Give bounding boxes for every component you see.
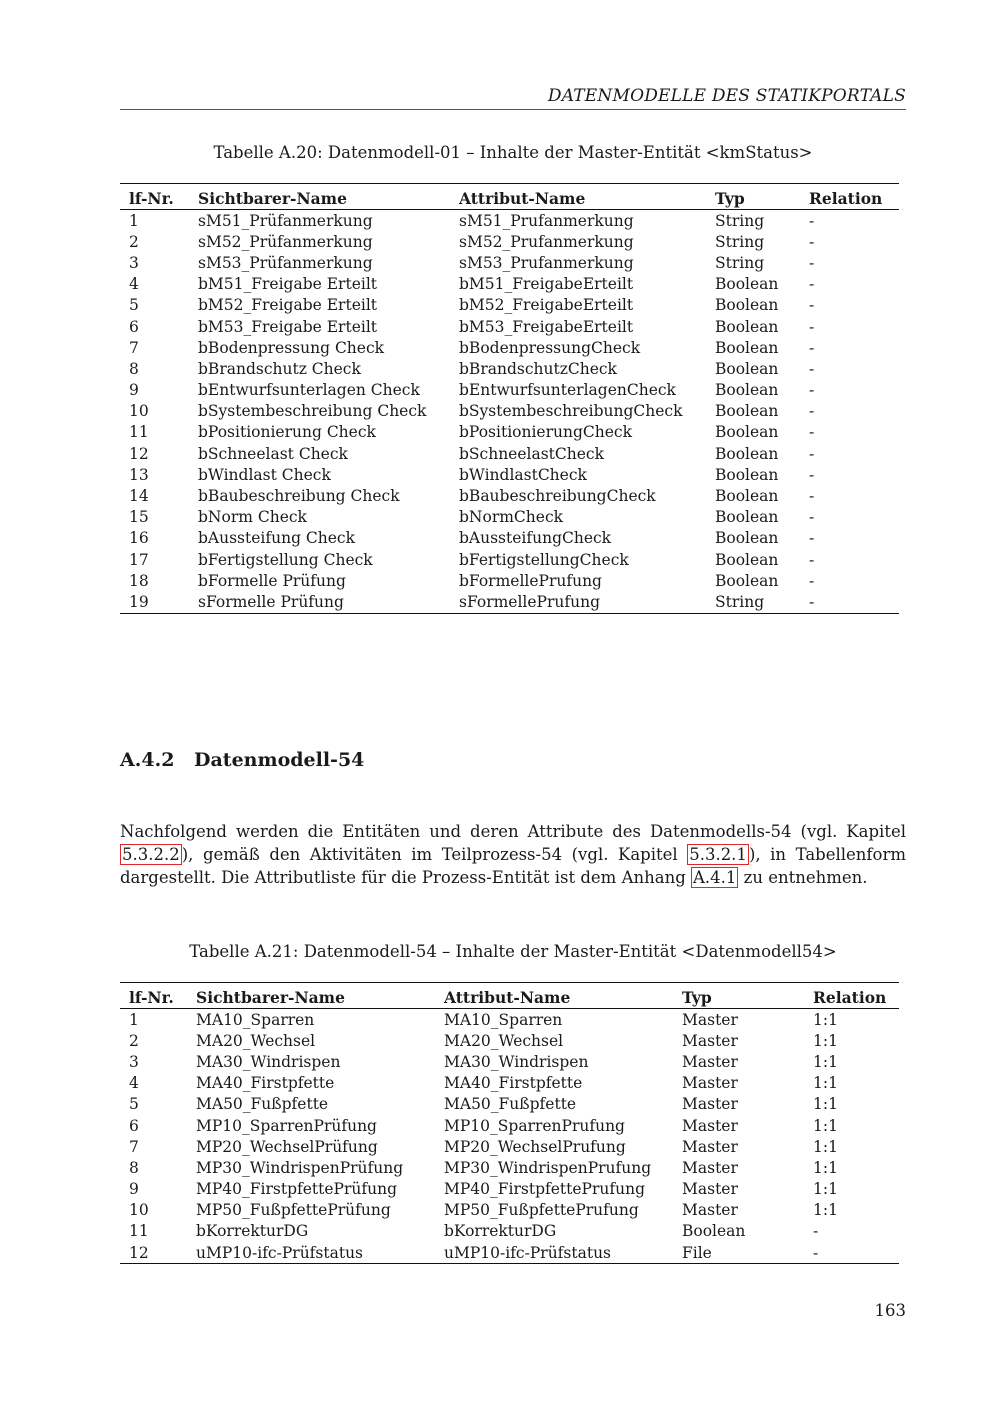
cell-lf-nr: 13 xyxy=(129,465,149,484)
cell-relation: 1:1 xyxy=(813,1010,838,1029)
cell-attribut-name: uMP10-ifc-Prüfstatus xyxy=(435,1242,673,1264)
cell-lf-nr: 10 xyxy=(129,1201,149,1220)
cell-sichtbarer-name: MP30_WindrispenPrüfung xyxy=(196,1158,404,1177)
cell-relation: - xyxy=(809,508,815,527)
cell-lf-nr: 8 xyxy=(129,1158,139,1177)
cell-relation: - xyxy=(809,253,815,272)
cell-typ: Boolean xyxy=(715,317,779,336)
table-row xyxy=(120,380,899,401)
cell-lf-nr: 1 xyxy=(129,211,139,230)
cell-attribut-name: MP50_FußpfettePrufung xyxy=(444,1201,639,1220)
cell-sichtbarer-name: sM52_Prüfanmerkung xyxy=(198,232,373,251)
cell-typ: String xyxy=(715,253,765,272)
cell-typ: Boolean xyxy=(715,465,779,484)
datenmodell-54-table xyxy=(120,982,899,1264)
cell-relation: - xyxy=(809,359,815,378)
cell-lf-nr: 4 xyxy=(129,1074,139,1093)
cell-typ: Master xyxy=(682,1074,738,1093)
cell-sichtbarer-name: MA20_Wechsel xyxy=(196,1031,316,1050)
cell-typ: File xyxy=(673,1242,804,1264)
cell-relation: - xyxy=(809,338,815,357)
cell-sichtbarer-name: bSystembeschreibung Check xyxy=(198,402,427,421)
intro-paragraph xyxy=(120,820,906,889)
table-row xyxy=(120,507,899,528)
table-row xyxy=(120,337,899,358)
cell-attribut-name: MA30_Windrispen xyxy=(444,1052,589,1071)
cell-lf-nr: 10 xyxy=(129,402,149,421)
cell-typ: Master xyxy=(682,1031,738,1050)
cell-lf-nr: 3 xyxy=(129,253,139,272)
cell-attribut-name: sM53_Prufanmerkung xyxy=(459,253,634,272)
table-row xyxy=(120,401,899,422)
cell-typ: String xyxy=(715,211,765,230)
cell-typ: Master xyxy=(682,1137,738,1156)
cell-sichtbarer-name: bFormelle Prüfung xyxy=(198,571,346,590)
cell-typ: Boolean xyxy=(715,487,779,506)
cell-attribut-name: MA50_Fußpfette xyxy=(444,1095,577,1114)
cell-lf-nr: 9 xyxy=(129,1180,139,1199)
cell-attribut-name: bAussteifungCheck xyxy=(459,529,612,548)
cell-relation: - xyxy=(809,317,815,336)
cell-lf-nr: 3 xyxy=(129,1052,139,1071)
cell-attribut-name: bBaubeschreibungCheck xyxy=(459,487,656,506)
table-row xyxy=(120,274,899,295)
cell-attribut-name: bKorrekturDG xyxy=(444,1222,557,1241)
cell-attribut-name: bEntwurfsunterlagenCheck xyxy=(459,381,676,400)
cell-typ: String xyxy=(715,232,765,251)
chapter-link-5-3-2-1[interactable]: 5.3.2.1 xyxy=(689,845,747,864)
cell-relation: - xyxy=(809,381,815,400)
cell-lf-nr: 6 xyxy=(129,1116,139,1135)
paragraph-text: zu entnehmen. xyxy=(738,868,868,887)
column-header-relation: Relation xyxy=(813,988,887,1007)
paragraph-text: ), in Tabellenform dargestellt. Die Attributliste für die Prozess-Entität ist dem Anhang xyxy=(120,845,906,887)
cell-attribut-name: sFormellePrufung xyxy=(450,591,706,613)
cell-lf-nr: 18 xyxy=(129,571,149,590)
cell-typ: String xyxy=(706,591,800,613)
cell-sichtbarer-name: MP20_WechselPrüfung xyxy=(196,1137,378,1156)
cell-typ: Boolean xyxy=(715,529,779,548)
cell-lf-nr: 19 xyxy=(120,591,189,613)
chapter-link-5-3-2-2[interactable]: 5.3.2.2 xyxy=(122,845,180,864)
cell-sichtbarer-name: uMP10-ifc-Prüfstatus xyxy=(187,1242,435,1264)
header-rule xyxy=(120,109,906,110)
table-caption-a20: Tabelle A.20: Datenmodell-01 – Inhalte der Master-Entität <kmStatus> xyxy=(213,143,813,162)
table-row xyxy=(120,231,899,252)
table-row xyxy=(120,591,899,613)
cell-relation: - xyxy=(809,571,815,590)
cell-attribut-name: bSchneelastCheck xyxy=(459,444,605,463)
cell-sichtbarer-name: bM52_Freigabe Erteilt xyxy=(198,296,378,315)
cell-sichtbarer-name: bNorm Check xyxy=(198,508,307,527)
cell-lf-nr: 7 xyxy=(129,338,139,357)
table-header-row xyxy=(120,184,899,210)
column-header-attribut-name: Attribut-Name xyxy=(459,189,586,208)
cell-relation: 1:1 xyxy=(813,1201,838,1220)
cell-lf-nr: 7 xyxy=(129,1137,139,1156)
cell-sichtbarer-name: sFormelle Prüfung xyxy=(189,591,450,613)
cell-attribut-name: bBodenpressungCheck xyxy=(459,338,641,357)
cell-relation: - xyxy=(809,232,815,251)
column-header-typ: Typ xyxy=(682,988,712,1007)
section-heading xyxy=(120,749,364,771)
cell-relation: - xyxy=(813,1222,819,1241)
cell-sichtbarer-name: bKorrekturDG xyxy=(196,1222,309,1241)
cell-attribut-name: MA20_Wechsel xyxy=(444,1031,564,1050)
table-row xyxy=(120,1009,899,1031)
cell-typ: Boolean xyxy=(715,571,779,590)
page-number: 163 xyxy=(874,1301,906,1320)
cell-typ: Boolean xyxy=(715,402,779,421)
cell-relation: 1:1 xyxy=(813,1180,838,1199)
cell-sichtbarer-name: MA10_Sparren xyxy=(196,1010,315,1029)
cell-attribut-name: bBrandschutzCheck xyxy=(459,359,617,378)
cell-lf-nr: 11 xyxy=(129,423,149,442)
cell-relation: - xyxy=(809,444,815,463)
cell-relation: - xyxy=(809,550,815,569)
cell-relation: - xyxy=(809,275,815,294)
datenmodell-01-table xyxy=(120,183,899,614)
cell-lf-nr: 5 xyxy=(129,296,139,315)
table-row xyxy=(120,1179,899,1200)
cell-lf-nr: 12 xyxy=(120,1242,187,1264)
cell-lf-nr: 16 xyxy=(129,529,149,548)
cell-relation: - xyxy=(800,591,899,613)
cell-sichtbarer-name: MP40_FirstpfettePrüfung xyxy=(196,1180,397,1199)
column-header-sichtbarer-name: Sichtbarer-Name xyxy=(198,189,347,208)
cell-relation: - xyxy=(804,1242,899,1264)
cell-sichtbarer-name: bBodenpressung Check xyxy=(198,338,385,357)
cell-typ: Master xyxy=(682,1116,738,1135)
column-header-typ: Typ xyxy=(715,189,745,208)
cell-attribut-name: bSystembeschreibungCheck xyxy=(459,402,683,421)
cell-typ: Master xyxy=(682,1180,738,1199)
cell-relation: 1:1 xyxy=(813,1158,838,1177)
cell-sichtbarer-name: bBaubeschreibung Check xyxy=(198,487,400,506)
column-header-attribut-name: Attribut-Name xyxy=(444,988,571,1007)
paragraph-text: ), gemäß den Aktivitäten im Teilprozess-54 (vgl. Kapitel xyxy=(181,845,688,864)
cell-sichtbarer-name: MA30_Windrispen xyxy=(196,1052,341,1071)
cell-lf-nr: 11 xyxy=(129,1222,149,1241)
table-row xyxy=(120,1051,899,1072)
cell-sichtbarer-name: MA40_Firstpfette xyxy=(196,1074,335,1093)
cell-lf-nr: 8 xyxy=(129,359,139,378)
cell-sichtbarer-name: MP10_SparrenPrüfung xyxy=(196,1116,377,1135)
cell-lf-nr: 4 xyxy=(129,275,139,294)
cell-lf-nr: 2 xyxy=(129,232,139,251)
cell-attribut-name: MP30_WindrispenPrufung xyxy=(444,1158,652,1177)
cell-lf-nr: 9 xyxy=(129,381,139,400)
cell-sichtbarer-name: MA50_Fußpfette xyxy=(196,1095,329,1114)
cell-typ: Master xyxy=(682,1095,738,1114)
appendix-link-a-4-1[interactable]: A.4.1 xyxy=(693,868,737,887)
cell-attribut-name: bFertigstellungCheck xyxy=(459,550,629,569)
cell-attribut-name: sM52_Prufanmerkung xyxy=(459,232,634,251)
cell-relation: - xyxy=(809,423,815,442)
cell-attribut-name: bM51_FreigabeErteilt xyxy=(459,275,634,294)
cell-attribut-name: MP10_SparrenPrufung xyxy=(444,1116,625,1135)
cell-relation: - xyxy=(809,487,815,506)
cell-attribut-name: bM52_FreigabeErteilt xyxy=(459,296,634,315)
cell-sichtbarer-name: bM53_Freigabe Erteilt xyxy=(198,317,378,336)
table-row xyxy=(120,1200,899,1221)
cell-relation: - xyxy=(809,296,815,315)
cell-attribut-name: MA10_Sparren xyxy=(444,1010,563,1029)
section-number: A.4.2 xyxy=(120,749,175,771)
cell-sichtbarer-name: sM53_Prüfanmerkung xyxy=(198,253,373,272)
cell-sichtbarer-name: bEntwurfsunterlagen Check xyxy=(198,381,420,400)
cell-attribut-name: bPositionierungCheck xyxy=(459,423,632,442)
cell-typ: Master xyxy=(682,1010,738,1029)
column-header-sichtbarer-name: Sichtbarer-Name xyxy=(196,988,345,1007)
cell-sichtbarer-name: MP50_FußpfettePrüfung xyxy=(196,1201,391,1220)
cell-sichtbarer-name: bWindlast Check xyxy=(198,465,331,484)
table-row xyxy=(120,443,899,464)
table-header-row xyxy=(120,983,899,1009)
column-header-relation: Relation xyxy=(809,189,883,208)
table-row xyxy=(120,485,899,506)
cell-lf-nr: 2 xyxy=(129,1031,139,1050)
cell-lf-nr: 5 xyxy=(129,1095,139,1114)
table-row xyxy=(120,1136,899,1157)
cell-sichtbarer-name: bPositionierung Check xyxy=(198,423,376,442)
cell-relation: 1:1 xyxy=(813,1095,838,1114)
cell-attribut-name: MA40_Firstpfette xyxy=(444,1074,583,1093)
table-row xyxy=(120,252,899,273)
cell-lf-nr: 15 xyxy=(129,508,149,527)
cell-attribut-name: MP40_FirstpfettePrufung xyxy=(444,1180,645,1199)
cell-relation: 1:1 xyxy=(813,1031,838,1050)
cell-sichtbarer-name: bSchneelast Check xyxy=(198,444,348,463)
table-row xyxy=(120,1242,899,1264)
cell-typ: Master xyxy=(682,1201,738,1220)
table-row xyxy=(120,316,899,337)
cell-sichtbarer-name: bBrandschutz Check xyxy=(198,359,361,378)
cell-sichtbarer-name: bAussteifung Check xyxy=(198,529,356,548)
cell-lf-nr: 1 xyxy=(129,1010,139,1029)
table-row xyxy=(120,1030,899,1051)
cell-relation: - xyxy=(809,529,815,548)
table-row xyxy=(120,1221,899,1242)
cell-attribut-name: MP20_WechselPrufung xyxy=(444,1137,626,1156)
table-caption-a21: Tabelle A.21: Datenmodell-54 – Inhalte der Master-Entität <Datenmodell54> xyxy=(189,942,837,961)
cell-attribut-name: bM53_FreigabeErteilt xyxy=(459,317,634,336)
table-row xyxy=(120,1157,899,1178)
cell-typ: Boolean xyxy=(682,1222,746,1241)
cell-relation: - xyxy=(809,402,815,421)
table-row xyxy=(120,528,899,549)
column-header-lf-nr: lf-Nr. xyxy=(129,189,174,208)
cell-relation: 1:1 xyxy=(813,1052,838,1071)
cell-typ: Boolean xyxy=(715,423,779,442)
cell-typ: Boolean xyxy=(715,359,779,378)
cell-typ: Boolean xyxy=(715,296,779,315)
cell-relation: - xyxy=(809,465,815,484)
table-row xyxy=(120,570,899,591)
cell-lf-nr: 12 xyxy=(129,444,149,463)
cell-lf-nr: 6 xyxy=(129,317,139,336)
cell-relation: 1:1 xyxy=(813,1074,838,1093)
table-row xyxy=(120,210,899,232)
cell-sichtbarer-name: bFertigstellung Check xyxy=(198,550,373,569)
cell-lf-nr: 17 xyxy=(129,550,149,569)
cell-relation: 1:1 xyxy=(813,1137,838,1156)
cell-attribut-name: sM51_Prufanmerkung xyxy=(459,211,634,230)
table-row xyxy=(120,295,899,316)
section-title: Datenmodell-54 xyxy=(194,749,365,771)
table-row xyxy=(120,1094,899,1115)
cell-typ: Boolean xyxy=(715,508,779,527)
cell-sichtbarer-name: bM51_Freigabe Erteilt xyxy=(198,275,378,294)
cell-relation: 1:1 xyxy=(813,1116,838,1135)
cell-typ: Boolean xyxy=(715,381,779,400)
cell-sichtbarer-name: sM51_Prüfanmerkung xyxy=(198,211,373,230)
table-row xyxy=(120,464,899,485)
cell-relation: - xyxy=(809,211,815,230)
table-row xyxy=(120,549,899,570)
table-row xyxy=(120,1073,899,1094)
cell-typ: Master xyxy=(682,1158,738,1177)
cell-attribut-name: bFormellePrufung xyxy=(459,571,602,590)
cell-typ: Boolean xyxy=(715,275,779,294)
cell-typ: Boolean xyxy=(715,550,779,569)
cell-lf-nr: 14 xyxy=(129,487,149,506)
cell-attribut-name: bWindlastCheck xyxy=(459,465,587,484)
table-row xyxy=(120,422,899,443)
cell-typ: Boolean xyxy=(715,338,779,357)
cell-typ: Master xyxy=(682,1052,738,1071)
table-row xyxy=(120,358,899,379)
table-row xyxy=(120,1115,899,1136)
running-head: DATENMODELLE DES STATIKPORTALS xyxy=(547,86,906,106)
cell-attribut-name: bNormCheck xyxy=(459,508,564,527)
cell-typ: Boolean xyxy=(715,444,779,463)
column-header-lf-nr: lf-Nr. xyxy=(129,988,174,1007)
paragraph-text: Nachfolgend werden die Entitäten und deren Attribute des Datenmodells-54 (vgl. Kapitel xyxy=(120,822,906,841)
